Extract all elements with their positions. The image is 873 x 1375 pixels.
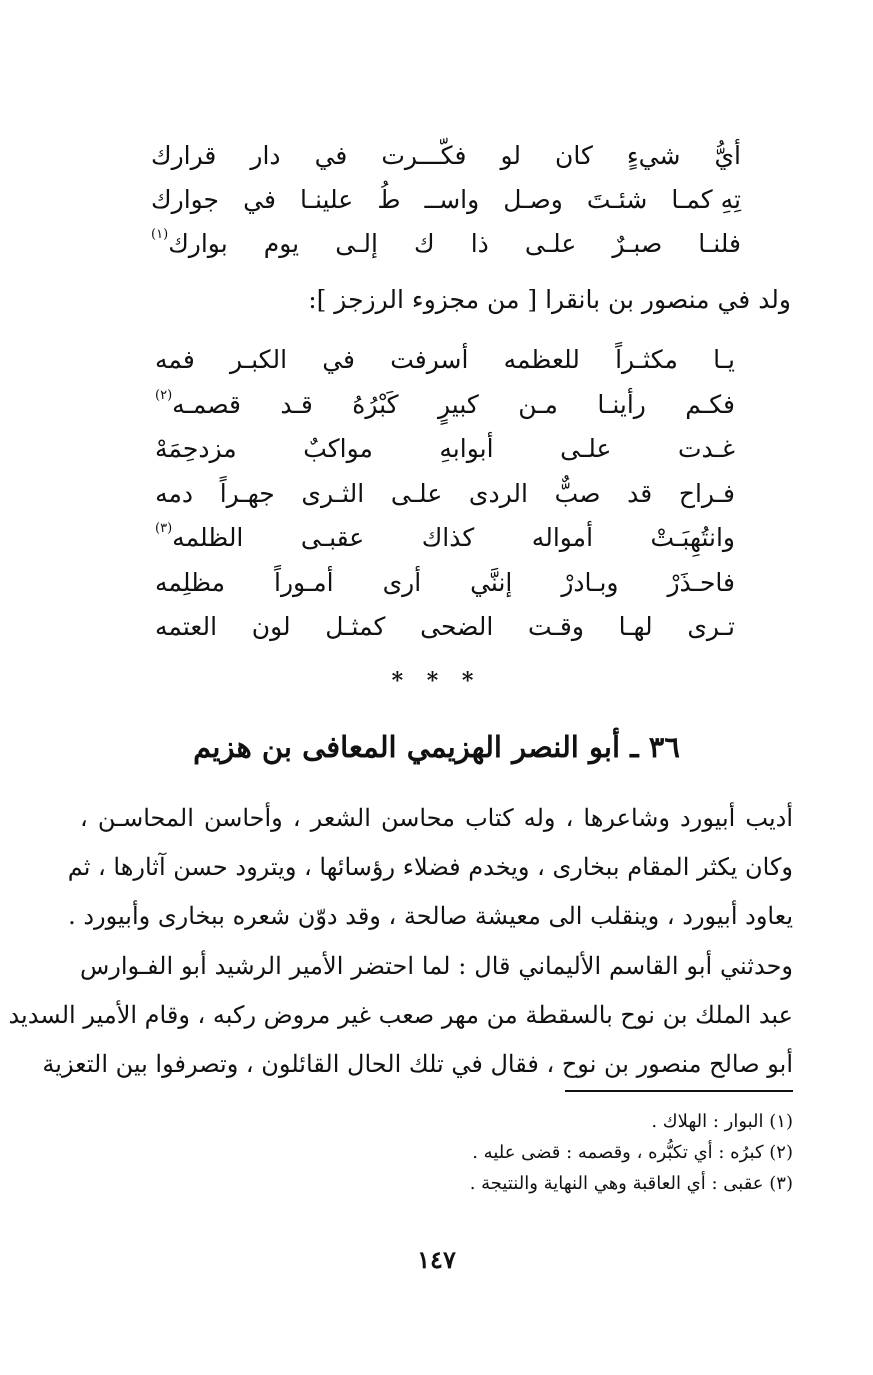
poem-line (151, 178, 741, 222)
footnote-marker: (٣) (155, 521, 173, 536)
poem-word: ذا (470, 229, 489, 258)
poem-word: أسرفت (390, 345, 469, 374)
poem-word: عقبـى (300, 523, 365, 552)
poem-line (155, 605, 735, 650)
poem-word: بوارك (168, 229, 228, 258)
poem-word: يـا (713, 345, 735, 374)
paragraph-2 (8, 942, 793, 1089)
poem-word: طُ (377, 185, 401, 214)
footnotes (193, 1106, 793, 1199)
poem-line (151, 134, 741, 178)
poem-word: مظلِمه (155, 567, 226, 597)
footnote: (٣) عقبى : أي العاقبة وهي النهاية والنتيجة . (469, 1173, 793, 1194)
poem-word: دار (250, 141, 281, 170)
poem-word: أبوابهِ (439, 434, 494, 463)
poem-word: دمه (155, 478, 194, 508)
poem-word: وصـل (503, 185, 563, 214)
section-heading: ٣٦ ـ أبو النصر الهزيمي المعافى بن هزيم (193, 730, 680, 764)
poem-word: في (322, 345, 356, 374)
poem-word: إننَّي (470, 567, 513, 597)
paragraph-line: يعاود أبيورد ، وينقلب الى معيشة صالحة ، وقد دوّن شعره ببخارى وأبيورد . (68, 902, 793, 930)
poem-word: أمـوراً (274, 567, 334, 597)
poem-word: صبٌّ (554, 478, 601, 508)
poem-word: تِهِ كمـا (671, 185, 741, 214)
poem-word: مكثـراً (615, 345, 678, 374)
poem-word: كبيرٍ (437, 389, 479, 419)
poem-word: قرارك (151, 141, 217, 170)
poem-word-with-footnote (155, 383, 241, 428)
poem-word: وبـادرْ (561, 567, 619, 597)
poem-word: أرى (382, 567, 422, 597)
poem-word: كَبْرُهُ (352, 389, 399, 419)
poem-word: وانتُهِبَـتْ (650, 523, 735, 552)
poem-word: علـى (560, 434, 612, 463)
poem-word: لو (500, 141, 521, 170)
poem-word: العتمه (155, 612, 218, 641)
footnote-marker: (٢) (155, 387, 173, 403)
poem-intro-line: ولد في منصور بن بانقرا [ من مجزوء الرزجز ]: (308, 285, 791, 314)
footnote-marker: (١) (151, 227, 169, 242)
poem-word: إلـى (335, 229, 378, 258)
poem-word: فمه (155, 345, 195, 374)
page-number: ١٤٧ (417, 1245, 456, 1274)
paragraph-line: عبد الملك بن نوح بالسقطة من مهر صعب غير مروض ركبه ، وقام الأمير السديد (8, 1001, 793, 1029)
poem-word: قصمـه (172, 389, 241, 419)
section-separator: * * * (391, 668, 482, 694)
paragraph-line: أبو صالح منصور بن نوح ، فقال في تلك الحال القائلون ، وتصرفوا بين التعزية (42, 1050, 793, 1078)
poem-word: أيُّ (714, 141, 741, 170)
poem-word: أمواله (531, 523, 594, 552)
poem-word: فـراح (678, 478, 735, 508)
poem-stanza-2 (155, 338, 735, 650)
poem-line (155, 383, 735, 428)
poem-word: للعظمه (503, 345, 580, 374)
paragraph-line: أديب أبيورد وشاعرها ، وله كتاب محاسن الشعر ، وأحاسن المحاسـن ، (80, 804, 793, 832)
poem-word: كمثـل (325, 612, 386, 641)
footnote-divider (565, 1090, 793, 1092)
poem-word: الكبـر (230, 345, 288, 374)
poem-word: رأينـا (597, 389, 646, 419)
poem-word: علـى (524, 229, 577, 258)
poem-word: تـرى (687, 612, 735, 641)
poem-line (155, 338, 735, 383)
poem-word: لون (251, 612, 291, 641)
poem-stanza-1 (151, 134, 741, 266)
poem-word: غـدت (677, 434, 735, 463)
poem-word: مـن (518, 389, 558, 419)
poem-word: جهـراً (219, 478, 275, 508)
poem-line (151, 222, 741, 266)
poem-word: كذاك (421, 523, 475, 552)
poem-word: قـد (280, 389, 313, 419)
poem-word: جوارك (151, 185, 220, 214)
poem-word: شئـتَ (586, 185, 648, 214)
poem-word: صبـرٌ (612, 229, 663, 258)
poem-word: الضحى (420, 612, 494, 641)
poem-word: علـى (390, 478, 443, 508)
paragraph-line: وحدثني أبو القاسم الأليماني قال : لما احتضر الأمير الرشيد أبو الفـوارس (80, 952, 793, 980)
poem-word: في (314, 141, 348, 170)
paragraph-line: وكان يكثر المقام ببخارى ، ويخدم فضلاء رؤسائها ، ويترود حسن آثارها ، ثم (67, 853, 793, 881)
poem-word: قد (627, 478, 653, 508)
poem-word: يوم (263, 229, 300, 258)
footnote: (١) البوار : الهلاك . (651, 1111, 793, 1132)
poem-word: ك (414, 229, 435, 258)
poem-word: وقـت (528, 612, 584, 641)
poem-line (155, 561, 735, 606)
poem-word: الثـرى (301, 478, 365, 508)
poem-line (155, 472, 735, 517)
poem-word: فكـم (685, 389, 735, 419)
poem-word: الردى (468, 478, 528, 508)
poem-word: علينـا (300, 185, 354, 214)
poem-word: لهـا (618, 612, 653, 641)
poem-line (155, 516, 735, 561)
poem-word: في (243, 185, 276, 214)
poem-word-with-footnote (155, 516, 243, 561)
poem-word: واســ (424, 185, 480, 214)
poem-word: فلنـا (698, 229, 741, 258)
poem-word: مواكبٌ (303, 434, 373, 463)
paragraph-1 (67, 794, 793, 941)
footnote: (٢) كبرُه : أي تكبُّره ، وقصمه : قضى عليه . (472, 1142, 793, 1163)
poem-word: فكّـــرت (381, 141, 467, 170)
poem-word: الظلمه (172, 523, 244, 552)
poem-word: فاحـذَرْ (667, 567, 735, 597)
poem-word: مزدحِمَهْ (155, 434, 237, 463)
poem-line (155, 427, 735, 472)
poem-word: كان (555, 141, 593, 170)
poem-word-with-footnote (151, 222, 228, 266)
poem-word: شيءٍ (626, 141, 681, 170)
